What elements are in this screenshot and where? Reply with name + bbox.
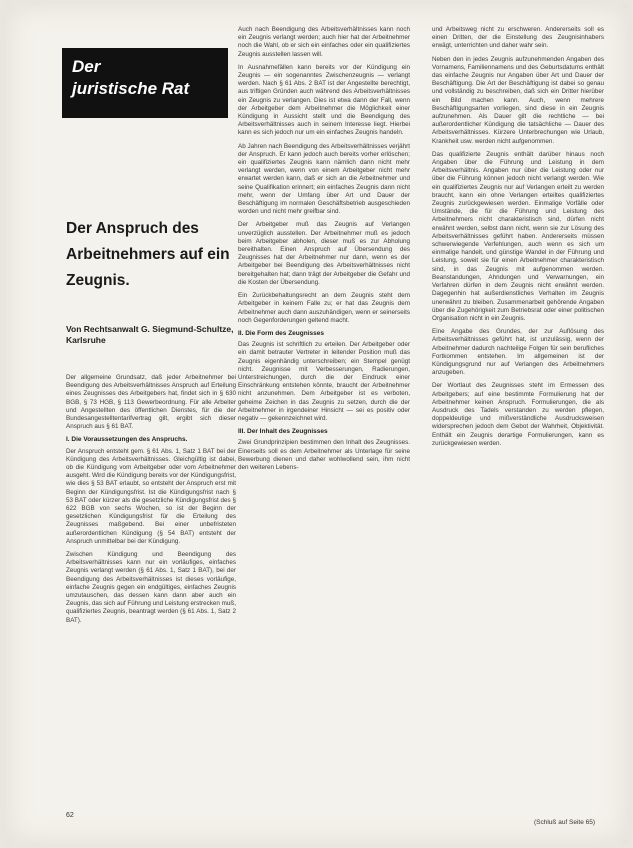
paragraph: und Arbeitsweg nicht zu erschweren. Andererseits soll es einen Dritten, der die Einstellung des Zeugnisinhabers erwägt, unterrichten und daher wahr sein. — [432, 26, 604, 50]
article-headline — [66, 216, 234, 294]
paragraph: Der allgemeine Grundsatz, daß jeder Arbeitnehmer bei Beendigung des Arbeitsverhältnisses Anspruch auf Erteilung eines Zeugnisses des Arbeitgebers hat, findet sich in § 630 BGB, § 73 HGB, § 113 Gewerbeordnung. Für alle Arbeiter und Angestellten des öffentlichen Dienstes, für die der Bundesangestelltentarifvertrag gilt, ergibt sich dieser Anspruch aus § 61 BAT. — [66, 374, 236, 431]
paragraph: Der Arbeitgeber muß das Zeugnis auf Verlangen unverzüglich ausstellen. Der Arbeitnehmer muß es jedoch beim Arbeitgeber abholen, dieser muß es zur Abholung bereithalten. Einen Anspruch auf Übersendung des Zeugnisses hat der Arbeitnehmer nur dann, wenn es der Arbeitgeber bei Beendigung des Arbeitsverhältnisses nicht bereitgehalten hat; dann trägt der Arbeitgeber die Gefahr und die Kosten der Übersendung. — [238, 221, 410, 286]
paragraph: Eine Angabe des Grundes, der zur Auflösung des Arbeitsverhältnisses geführt hat, ist unzulässig, wenn der Arbeitnehmer dadurch nachteilige Folgen für sein berufliches Fortkommen entstehen. Im allgemeinen ist der Kündigungsgrund nur auf Verlangen des Arbeitnehmers anzugeben. — [432, 328, 604, 377]
paragraph: Neben den in jedes Zeugnis aufzunehmenden Angaben des Vornamens, Familiennamens und des Geburtsdatums enthält das einfache Zeugnis nur Angaben über Art und Dauer der Beschäftigung. Die Art der Beschäftigung ist dabei so genau und vollständig zu beschreiben, daß sich ein Dritter hierüber ein Bild machen kann. Auch, wenn mehrere Beschäftigungsarten vorliegen, sind diese in ein Zeugnis aufzunehmen. Als Dauer gilt die rechtliche — bei außerordentlicher Kündigung die tatsächliche — Dauer des Arbeitsverhältnisses. Kürzere Unterbrechungen wie Urlaub, Krankheit usw. werden nicht aufgenommen. — [432, 55, 604, 145]
paragraph: In Ausnahmefällen kann bereits vor der Kündigung ein Zeugnis — ein sogenanntes Zwischenzeugnis — verlangt werden. Nach § 61 Abs. 2 BAT ist der Angestellte berechtigt, aus triftigen Gründen auch während des Arbeitsverhältnisses ein Zeugnis zu verlangen. Dies ist etwa dann der Fall, wenn der Arbeitgeber dem Arbeitnehmer die Möglichkeit einer Kündigung in Aussicht stellt und die Beendigung des Arbeitsverhältnisses auch in seinem Interesse liegt. Hierbei kann es sich jedoch nur um ein einfaches Zeugnis handeln. — [238, 63, 410, 137]
continued-note: (Schluß auf Seite 65) — [534, 819, 596, 826]
text-column-1 — [66, 374, 236, 630]
headline-line: Arbeitnehmers auf ein — [66, 246, 230, 263]
headline-line: Zeugnis. — [66, 272, 130, 289]
paragraph: Das Zeugnis ist schriftlich zu erteilen. Der Arbeitgeber oder ein damit betrauter Vertreter in leitender Position muß das Zeugnis eigenhändig unterschreiben; ein Stempel genügt nicht. Zeugnisse mit Verbesserungen, Radierungen, Unterstreichungen, durch die der Eindruck einer Einschränkung entstehen könnte, braucht der Arbeitnehmer nicht anzunehmen. Dem Arbeitgeber ist es verboten, geheime Zeichen in das Zeugnis zu setzen, durch die der Arbeitnehmer in irgendeiner Hinsicht — sei es positiv oder negativ — gekennzeichnet wird. — [238, 341, 410, 422]
paragraph: Zwischen Kündigung und Beendigung des Arbeitsverhältnisses kann nur ein vorläufiges, einfaches Zeugnis verlangt werden (§ 61 Abs. 1, Satz 1 BAT), bei der Beendigung des Arbeitsverhältnisses ist dieses vorläufige, einfache Zeugnis gegen ein endgültiges, einfaches Zeugnis umzutauschen, das dessen kann dann aber auch ein Zeugnis, das sich auf Führung und Leistung erstrecken muß, qualifiziertes Zeugnis, beantragt werden (§ 61 Abs. 1, Satz 2 BAT). — [66, 551, 236, 624]
banner-line-2: juristische Rat — [72, 79, 190, 98]
text-column-2 — [238, 26, 410, 477]
paragraph: Der Wortlaut des Zeugnisses steht im Ermessen des Arbeitgebers; auf eine bestimmte Formulierung hat der Arbeitnehmer keinen Anspruch. Formulierungen, die als Ausdruck des Tadels verstanden zu werden pflegen, doppeldeutige und mißverständliche Ausdrucksweisen widersprechen jedoch dem Gebot der Wahrheit, Objektivität. Enthält ein Zeugnis derartige Formulierungen, kann es zurückgewiesen werden. — [432, 382, 604, 447]
section-heading: II. Die Form des Zeugnisses — [238, 329, 324, 337]
banner-line-1: Der — [72, 57, 101, 76]
paragraph: Auch nach Beendigung des Arbeitsverhältnisses kann noch ein Zeugnis verlangt werden; auch hier hat der Arbeitnehmer noch die Wahl, ob er sich ein einfaches oder ein qualifiziertes Zeugnis ausstellen lassen will. — [238, 26, 410, 58]
section-heading: I. Die Voraussetzungen des Anspruchs. — [66, 436, 188, 444]
paragraph: Zwei Grundprinzipien bestimmen den Inhalt des Zeugnisses. Einerseits soll es dem Arbeitnehmer als Unterlage für seine Bewerbung dienen und daher wohlwollend sein, ihm nicht den weiteren Lebens- — [238, 439, 410, 471]
magazine-page — [6, 4, 628, 844]
paragraph: Das qualifizierte Zeugnis enthält darüber hinaus noch Angaben über die Führung und Leistung in dem Arbeitsverhältnis. Angaben nur über die Leistung oder nur über die Führung können jedoch nicht verlangt werden. Wie ein qualifiziertes Zeugnis nur auf Verlangen erteilt zu werden braucht, kann ein ohne Verlangen erteiltes qualifiziertes Zeugnis zurückgewiesen werden. Einmalige Vorfälle oder Umstände, die für die Führung und Leistung des Arbeitnehmers nicht charakteristisch sind, dürfen nicht erwähnt werden, selbst dann nicht, wenn sie zur Lösung des Arbeitsverhältnisses geführt haben. Andererseits müssen schwerwiegende Verfehlungen, auch wenn es sich um einmalige handelt, und günstige Wandel in der Führung und Leistung, soweit sie für einen Arbeitnehmer charakteristisch sind, in das Zeugnis mit aufgenommen werden. Beanstandungen, Ahndungen und Verwarnungen, ein Verfahren dürfen in dem Zeugnis nicht erwähnt werden. Dagegenhin hat außerdienstliches Verhalten im Zeugnis unerwähnt zu bleiben. Zusammenarbeit gehörende Angaben über die Zugehörigkeit zum Betriebsrat oder einer politischen Organisation nicht in ein Zeugnis. — [432, 150, 604, 322]
headline-line: Der Anspruch des — [66, 220, 199, 237]
article-byline: Von Rechtsanwalt G. Siegmund-Schultze, Karlsruhe — [66, 324, 234, 345]
section-heading: III. Der Inhalt des Zeugnisses — [238, 428, 328, 436]
text-column-3 — [432, 26, 604, 453]
page-number: 62 — [66, 812, 74, 819]
section-banner — [62, 48, 228, 118]
paragraph: Ein Zurückbehaltungsrecht an dem Zeugnis steht dem Arbeitgeber in keinem Falle zu; er hat das Zeugnis dem Arbeitnehmer auch dann auszuhändigen, wenn er seinerseits noch Gegenforderungen geltend macht. — [238, 292, 410, 324]
paragraph: Ab Jahren nach Beendigung des Arbeitsverhältnisses verjährt der Anspruch. Er kann jedoch auch bereits vorher erlöschen; ein qualifiziertes Zeugnis kann nämlich dann nicht mehr verlangt werden, wenn von einem Arbeitgeber nicht mehr erwartet werden kann, daß er sich an die Arbeitnehmer und seine Qualifikation erinnert; ein einfaches Zeugnis dann nicht mehr, wenn der Umfang über Art und Dauer der Beschäftigung im normalen Geschäftsbetrieb ausgeschieden worden und nicht mehr greifbar sind. — [238, 142, 410, 216]
paragraph: Der Anspruch entsteht gem. § 61 Abs. 1, Satz 1 BAT bei der Kündigung des Arbeitsverhältnisses. Gleichgültig ist dabei, ob die Kündigung vom Arbeitgeber oder vom Arbeitnehmer ausgeht. Wird die Kündigung bereits vor der Kündigungsfrist, wie dies § 53 BAT erlaubt, so entsteht der Anspruch erst mit Beginn der Kündigungsfrist. Ist die Kündigungsfrist nach § 53 BAT oder kürzer als die gesetzliche Kündigungsfrist des § 622 BGB von sechs Wochen, so ist der Beginn der gesetzlichen Kündigungsfrist für die Erteilung des Zeugnisses maßgebend. Bei einer unbefristeten außerordentlichen Kündigung (§ 54 BAT) entsteht der Anspruch unmittelbar bei der Kündigung. — [66, 447, 236, 545]
